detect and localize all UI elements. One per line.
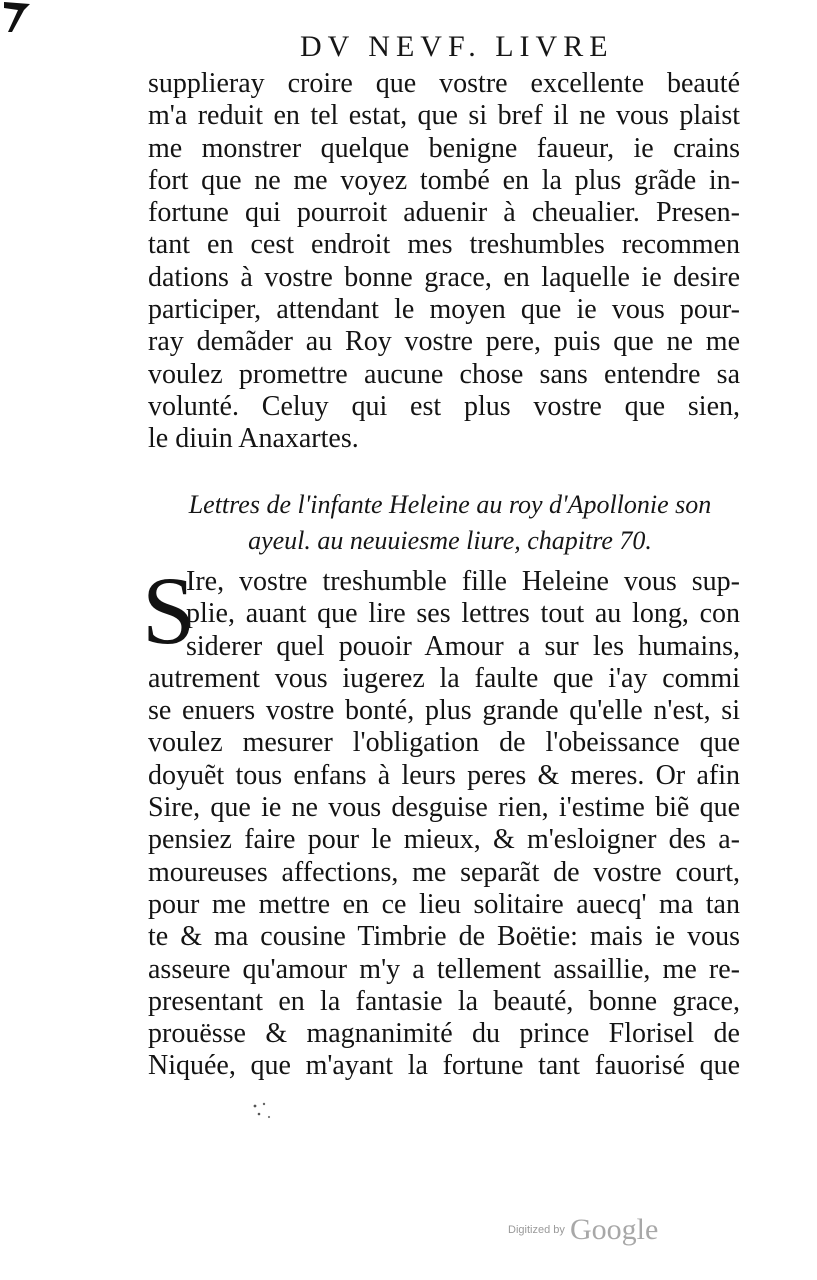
text-line: te & ma cousine Timbrie de Boëtie: mais ie vous [148,921,740,953]
letter-body [148,566,740,1083]
text-line: supplieray croire que vostre excellente beauté [148,68,740,99]
drop-cap: S [142,557,196,664]
heading-line: Lettres de l'infante Heleine au roy d'Apollonie son [188,490,712,519]
digitized-by-label: Digitized by [508,1224,565,1236]
text-line: m'a reduit en tel estat, que si bref il ne vous plaist [148,100,740,132]
continued-paragraph [148,68,740,456]
text-line: pour me mettre en ce lieu solitaire auecq' ma tan [148,888,740,920]
text-line: tant en cest endroit mes treshumbles recommen [148,229,740,261]
text-line: fortune qui pourroit aduenir à cheualier. Presen- [148,197,740,229]
text-line: me monstrer quelque benigne faueur, ie crains [148,132,740,164]
text-line: se enuers vostre bonté, plus grande qu'elle n'est, si [148,695,740,727]
heading-line: ayeul. au neuuiesme liure, chapitre 70. [248,526,652,555]
text-line: moureuses affections, me separãt de vostre court, [148,856,740,888]
text-line: voulez mesurer l'obligation de l'obeissance que [148,727,740,759]
letter-heading [160,487,740,559]
text-line: autrement vous iugerez la faulte que i'ay commi [148,662,740,694]
text-line: pensiez faire pour le mieux, & m'esloigner des a- [148,824,740,856]
text-line: siderer quel pouoir Amour a sur les humains, [186,630,740,662]
text-line: participer, attendant le moyen que ie vous pour- [148,294,740,326]
ink-speck-icon [250,1100,274,1122]
text-line: doyuẽt tous enfans à leurs peres & meres. Or afin [148,759,740,791]
digitized-watermark [508,1213,708,1253]
google-logo: Google [569,1213,659,1246]
corner-mark-icon [4,2,30,32]
text-line: Niquée, que m'ayant la fortune tant fauorisé que [148,1050,740,1082]
text-line: presentant en la fantasie la beauté, bonne grace, [148,985,740,1017]
text-line: plie, auant que lire ses lettres tout au long, con [186,598,740,630]
text-line: Sire, que ie ne vous desguise rien, i'estime biẽ que [148,792,740,824]
text-line: Ire, vostre treshumble fille Heleine vous sup- [186,566,740,597]
text-line: prouësse & magnanimité du prince Florisel de [148,1018,740,1050]
text-line: asseure qu'amour m'y a tellement assaillie, me re- [148,953,740,985]
text-line: fort que ne me voyez tombé en la plus grãde in- [148,164,740,196]
text-line: volunté. Celuy qui est plus vostre que sien, [148,390,740,422]
running-head: DV NEVF. LIVRE [300,30,614,63]
text-line: le diuin Anaxartes. [148,423,359,455]
text-line: dations à vostre bonne grace, en laquelle ie desire [148,261,740,293]
text-line: voulez promettre aucune chose sans entendre sa [148,358,740,390]
text-line: ray demãder au Roy vostre pere, puis que ne me [148,326,740,358]
